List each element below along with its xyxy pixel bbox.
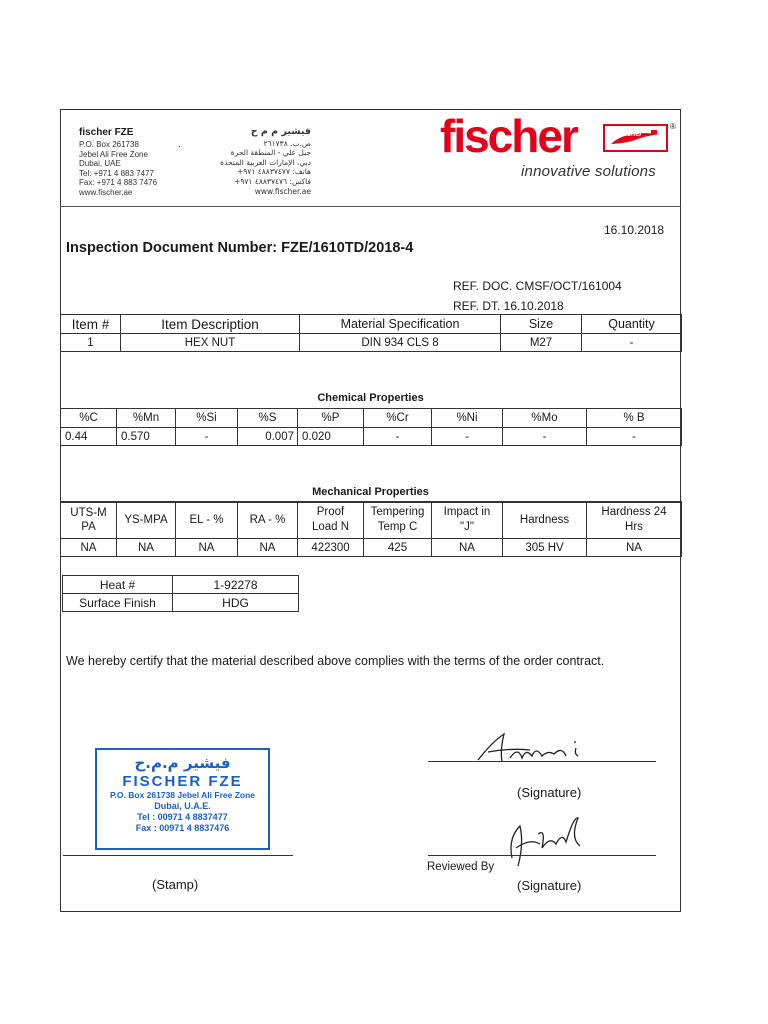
- table-cell: -: [582, 334, 682, 352]
- chemical-header-cell: %S: [238, 409, 298, 428]
- items-header-cell: Material Specification: [300, 315, 501, 334]
- table-row: [63, 594, 299, 612]
- handwritten-signature-1: [470, 728, 610, 773]
- table-cell: 422300: [298, 539, 364, 557]
- table-cell: NA: [238, 539, 298, 557]
- stamp-arabic: فيشير م.م.ح: [134, 754, 231, 772]
- company-arabic-block: فيشير م م ح ص.ب. ٢٦١٧٣٨ جبل علي - المنطقة الحرة دبي، الإمارات العربية المتحدة هاتف: ٤٨٨٣٧٤٧٧ ٩٧١+ فاكس: ٤٨٨٣٧٤٧٦ ٩٧١+ www.fischer.ae: [205, 127, 311, 196]
- reviewed-by-label: Reviewed By: [427, 861, 495, 873]
- header-divider: [60, 206, 681, 207]
- chemical-title: Chemical Properties: [317, 392, 424, 404]
- mechanical-header-cell: Hardness: [503, 502, 587, 539]
- table-cell: NA: [61, 539, 117, 557]
- signature-line-1: [428, 761, 656, 762]
- table-cell: 1-92278: [173, 576, 299, 594]
- fischer-badge-icon: fischer: [603, 124, 668, 152]
- table-cell: 0.007: [238, 428, 298, 446]
- mechanical-header-cell: RA - %: [238, 502, 298, 539]
- table-cell: NA: [587, 539, 682, 557]
- mechanical-header-cell: EL - %: [176, 502, 238, 539]
- items-header-cell: Size: [501, 315, 582, 334]
- chemical-header-cell: % B: [587, 409, 682, 428]
- company-address-lines: P.O. Box 261738 Jebel Ali Free Zone Dubai, UAE Tel: +971 4 883 7477 Fax: +971 4 883 7476 www.fischer.ae: [79, 140, 158, 197]
- ref-date: REF. DT. 16.10.2018: [453, 299, 564, 313]
- table-cell: -: [503, 428, 587, 446]
- mechanical-header-cell: UTS-MPA: [61, 502, 117, 539]
- company-address-block: [79, 127, 199, 198]
- company-stamp: فيشير م.م.ح FISCHER FZE P.O. Box 261738 Jebel Ali Free Zone Dubai, U.A.E. Tel : 00971 4 8837477 Fax : 00971 4 8837476: [95, 748, 270, 850]
- items-header-cell: Item #: [61, 315, 121, 334]
- mechanical-header-cell: Hardness 24 Hrs: [587, 502, 682, 539]
- chemical-table: [60, 408, 682, 446]
- chemical-header-cell: %C: [61, 409, 117, 428]
- table-cell: HEX NUT: [121, 334, 300, 352]
- document-date: 16.10.2018: [604, 223, 665, 237]
- table-cell: 0.44: [61, 428, 117, 446]
- chemical-header-cell: %Mo: [503, 409, 587, 428]
- table-cell: 305 HV: [503, 539, 587, 557]
- table-cell: HDG: [173, 594, 299, 612]
- table-cell: Surface Finish: [63, 594, 173, 612]
- certification-text: We hereby certify that the material described above complies with the terms of the order contract.: [66, 654, 605, 668]
- table-cell: 0.570: [117, 428, 176, 446]
- items-header-cell: Item Description: [121, 315, 300, 334]
- table-cell: M27: [501, 334, 582, 352]
- stamp-name: FISCHER FZE: [122, 773, 243, 790]
- mechanical-title: Mechanical Properties: [312, 486, 429, 498]
- handwritten-signature-2: [490, 808, 600, 878]
- heat-table: [62, 575, 299, 612]
- table-row: [61, 428, 682, 446]
- header-dot: ·: [178, 141, 181, 151]
- document-title: Inspection Document Number: FZE/1610TD/2018-4: [66, 240, 414, 256]
- items-header-row: [61, 315, 682, 334]
- company-arabic-name: فيشير م م ح: [250, 126, 311, 137]
- stamp-label: (Stamp): [152, 877, 199, 892]
- ref-doc: REF. DOC. CMSF/OCT/161004: [453, 279, 622, 293]
- table-cell: DIN 934 CLS 8: [300, 334, 501, 352]
- table-cell: 0.020: [298, 428, 364, 446]
- table-cell: NA: [117, 539, 176, 557]
- chemical-header-cell: %Ni: [432, 409, 503, 428]
- signature-line-2: [428, 855, 656, 856]
- table-row: [61, 334, 682, 352]
- stamp-line: [63, 855, 293, 856]
- mechanical-header-cell: Proof Load N: [298, 502, 364, 539]
- table-cell: -: [176, 428, 238, 446]
- table-cell: Heat #: [63, 576, 173, 594]
- table-cell: -: [432, 428, 503, 446]
- chemical-header-cell: %Cr: [364, 409, 432, 428]
- table-cell: 1: [61, 334, 121, 352]
- table-cell: NA: [176, 539, 238, 557]
- mechanical-header-cell: Tempering Temp C: [364, 502, 432, 539]
- table-cell: -: [364, 428, 432, 446]
- registered-mark: ®: [670, 122, 676, 131]
- mechanical-header-cell: YS-MPA: [117, 502, 176, 539]
- chemical-header-cell: %Si: [176, 409, 238, 428]
- fischer-logo-text: fischer: [440, 110, 577, 162]
- table-cell: -: [587, 428, 682, 446]
- signature-label-2: (Signature): [517, 878, 582, 893]
- company-name: fischer FZE: [79, 127, 134, 138]
- table-row: [61, 539, 682, 557]
- table-row: [63, 576, 299, 594]
- mechanical-header-cell: Impact in "J": [432, 502, 503, 539]
- items-header-cell: Quantity: [582, 315, 682, 334]
- signature-label-1: (Signature): [517, 785, 582, 800]
- chemical-header-row: [61, 409, 682, 428]
- fischer-logo: [440, 108, 577, 164]
- chemical-header-cell: %P: [298, 409, 364, 428]
- table-cell: NA: [432, 539, 503, 557]
- mechanical-table: [60, 501, 682, 557]
- table-cell: 425: [364, 539, 432, 557]
- items-table: [60, 314, 682, 352]
- tagline: innovative solutions: [521, 163, 656, 180]
- chemical-header-cell: %Mn: [117, 409, 176, 428]
- mechanical-header-row: [61, 502, 682, 539]
